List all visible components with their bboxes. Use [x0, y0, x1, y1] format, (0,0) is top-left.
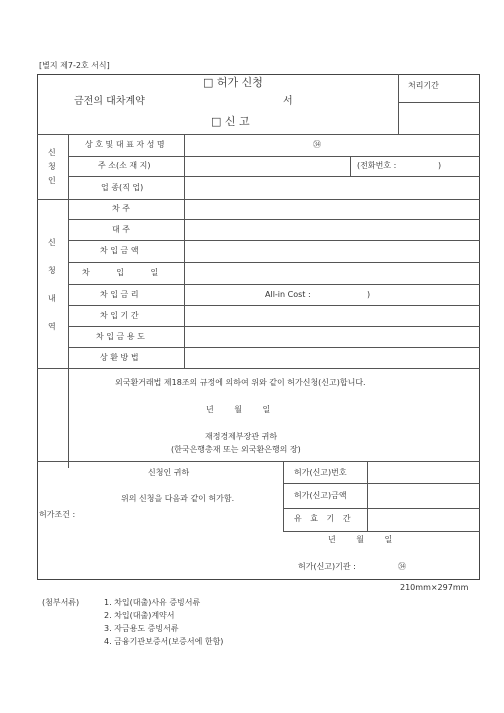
business-label: 업 종(직 업)	[101, 183, 144, 192]
conditions-label: 허가조건 :	[39, 510, 76, 519]
approval-number-label: 허가(신고)번호	[294, 468, 347, 477]
details-label-4: 역	[48, 322, 56, 331]
applicant-label-2: 청	[48, 162, 56, 171]
approval-date: 년 월 일	[328, 535, 393, 544]
allin-close: )	[367, 290, 371, 299]
allin-label: All-in Cost :	[265, 290, 311, 299]
applicant-label-3: 인	[48, 176, 56, 185]
details-label-3: 내	[48, 294, 56, 303]
attachment-item-1: 1. 차입(대출)사유 증빙서류	[104, 598, 201, 607]
field-lender: 대 주	[112, 225, 130, 234]
approval-amount-label: 허가(신고)금액	[294, 491, 347, 500]
declaration-recipient: 재정경제부장관 귀하	[205, 432, 278, 441]
seal-mark: ㉞	[313, 140, 321, 149]
title-suffix: 서	[283, 96, 293, 107]
field-purpose: 차 입 금 용 도	[96, 332, 145, 341]
address-label: 주 소(소 재 지)	[98, 161, 151, 170]
field-amount: 차 입 금 액	[100, 246, 139, 255]
attachment-item-4: 4. 금융기관보증서(보증서에 한함)	[104, 637, 224, 646]
declaration-text: 외국환거래법 제18조의 규정에 의하여 위와 같이 허가신청(신고)합니다.	[115, 378, 366, 387]
details-label-2: 청	[48, 266, 56, 275]
field-period: 차 입 기 간	[100, 311, 139, 320]
title-main: 금전의 대차계약	[74, 96, 145, 107]
form-code: [별지 제7-2호 서식]	[39, 61, 110, 70]
field-date: 차 입 일	[82, 268, 159, 277]
field-rate: 차 입 금 리	[100, 290, 139, 299]
processing-divider	[398, 74, 399, 134]
paper-size: 210mm×297mm	[400, 583, 469, 592]
authority-seal: ㉞	[398, 562, 406, 571]
details-label-1: 신	[48, 238, 56, 247]
field-repayment: 상 환 방 법	[100, 353, 139, 362]
section-label-divider	[68, 134, 69, 468]
title-option-permit: □ 허가 신청	[203, 76, 263, 89]
name-label: 상 호 및 대 표 자 성 명	[85, 140, 165, 149]
applicant-label-1: 신	[48, 148, 56, 157]
attachment-item-3: 3. 자금용도 증빙서류	[104, 624, 179, 633]
validity-label: 유 효 기 간	[294, 514, 351, 523]
processing-period-label: 처리기간	[408, 81, 439, 90]
attachment-item-2: 2. 차입(대출)계약서	[104, 611, 175, 620]
field-label-divider	[184, 134, 185, 368]
phone-label: (전화번호 :	[357, 161, 397, 170]
processing-line	[398, 102, 480, 103]
phone-close: )	[438, 161, 442, 170]
attachments-label: (첨부서류)	[42, 598, 80, 607]
declaration-recipient-sub: (한국은행총재 또는 외국환은행의 장)	[171, 445, 301, 454]
declaration-date: 년 월 일	[206, 405, 271, 414]
title-option-report: □ 신 고	[211, 115, 250, 128]
field-borrower: 차 주	[112, 204, 130, 213]
authority-label: 허가(신고)기관 :	[298, 562, 356, 571]
approval-statement: 위의 신청을 다음과 같이 허가함.	[121, 494, 235, 503]
to-applicant: 신청인 귀하	[148, 468, 190, 477]
